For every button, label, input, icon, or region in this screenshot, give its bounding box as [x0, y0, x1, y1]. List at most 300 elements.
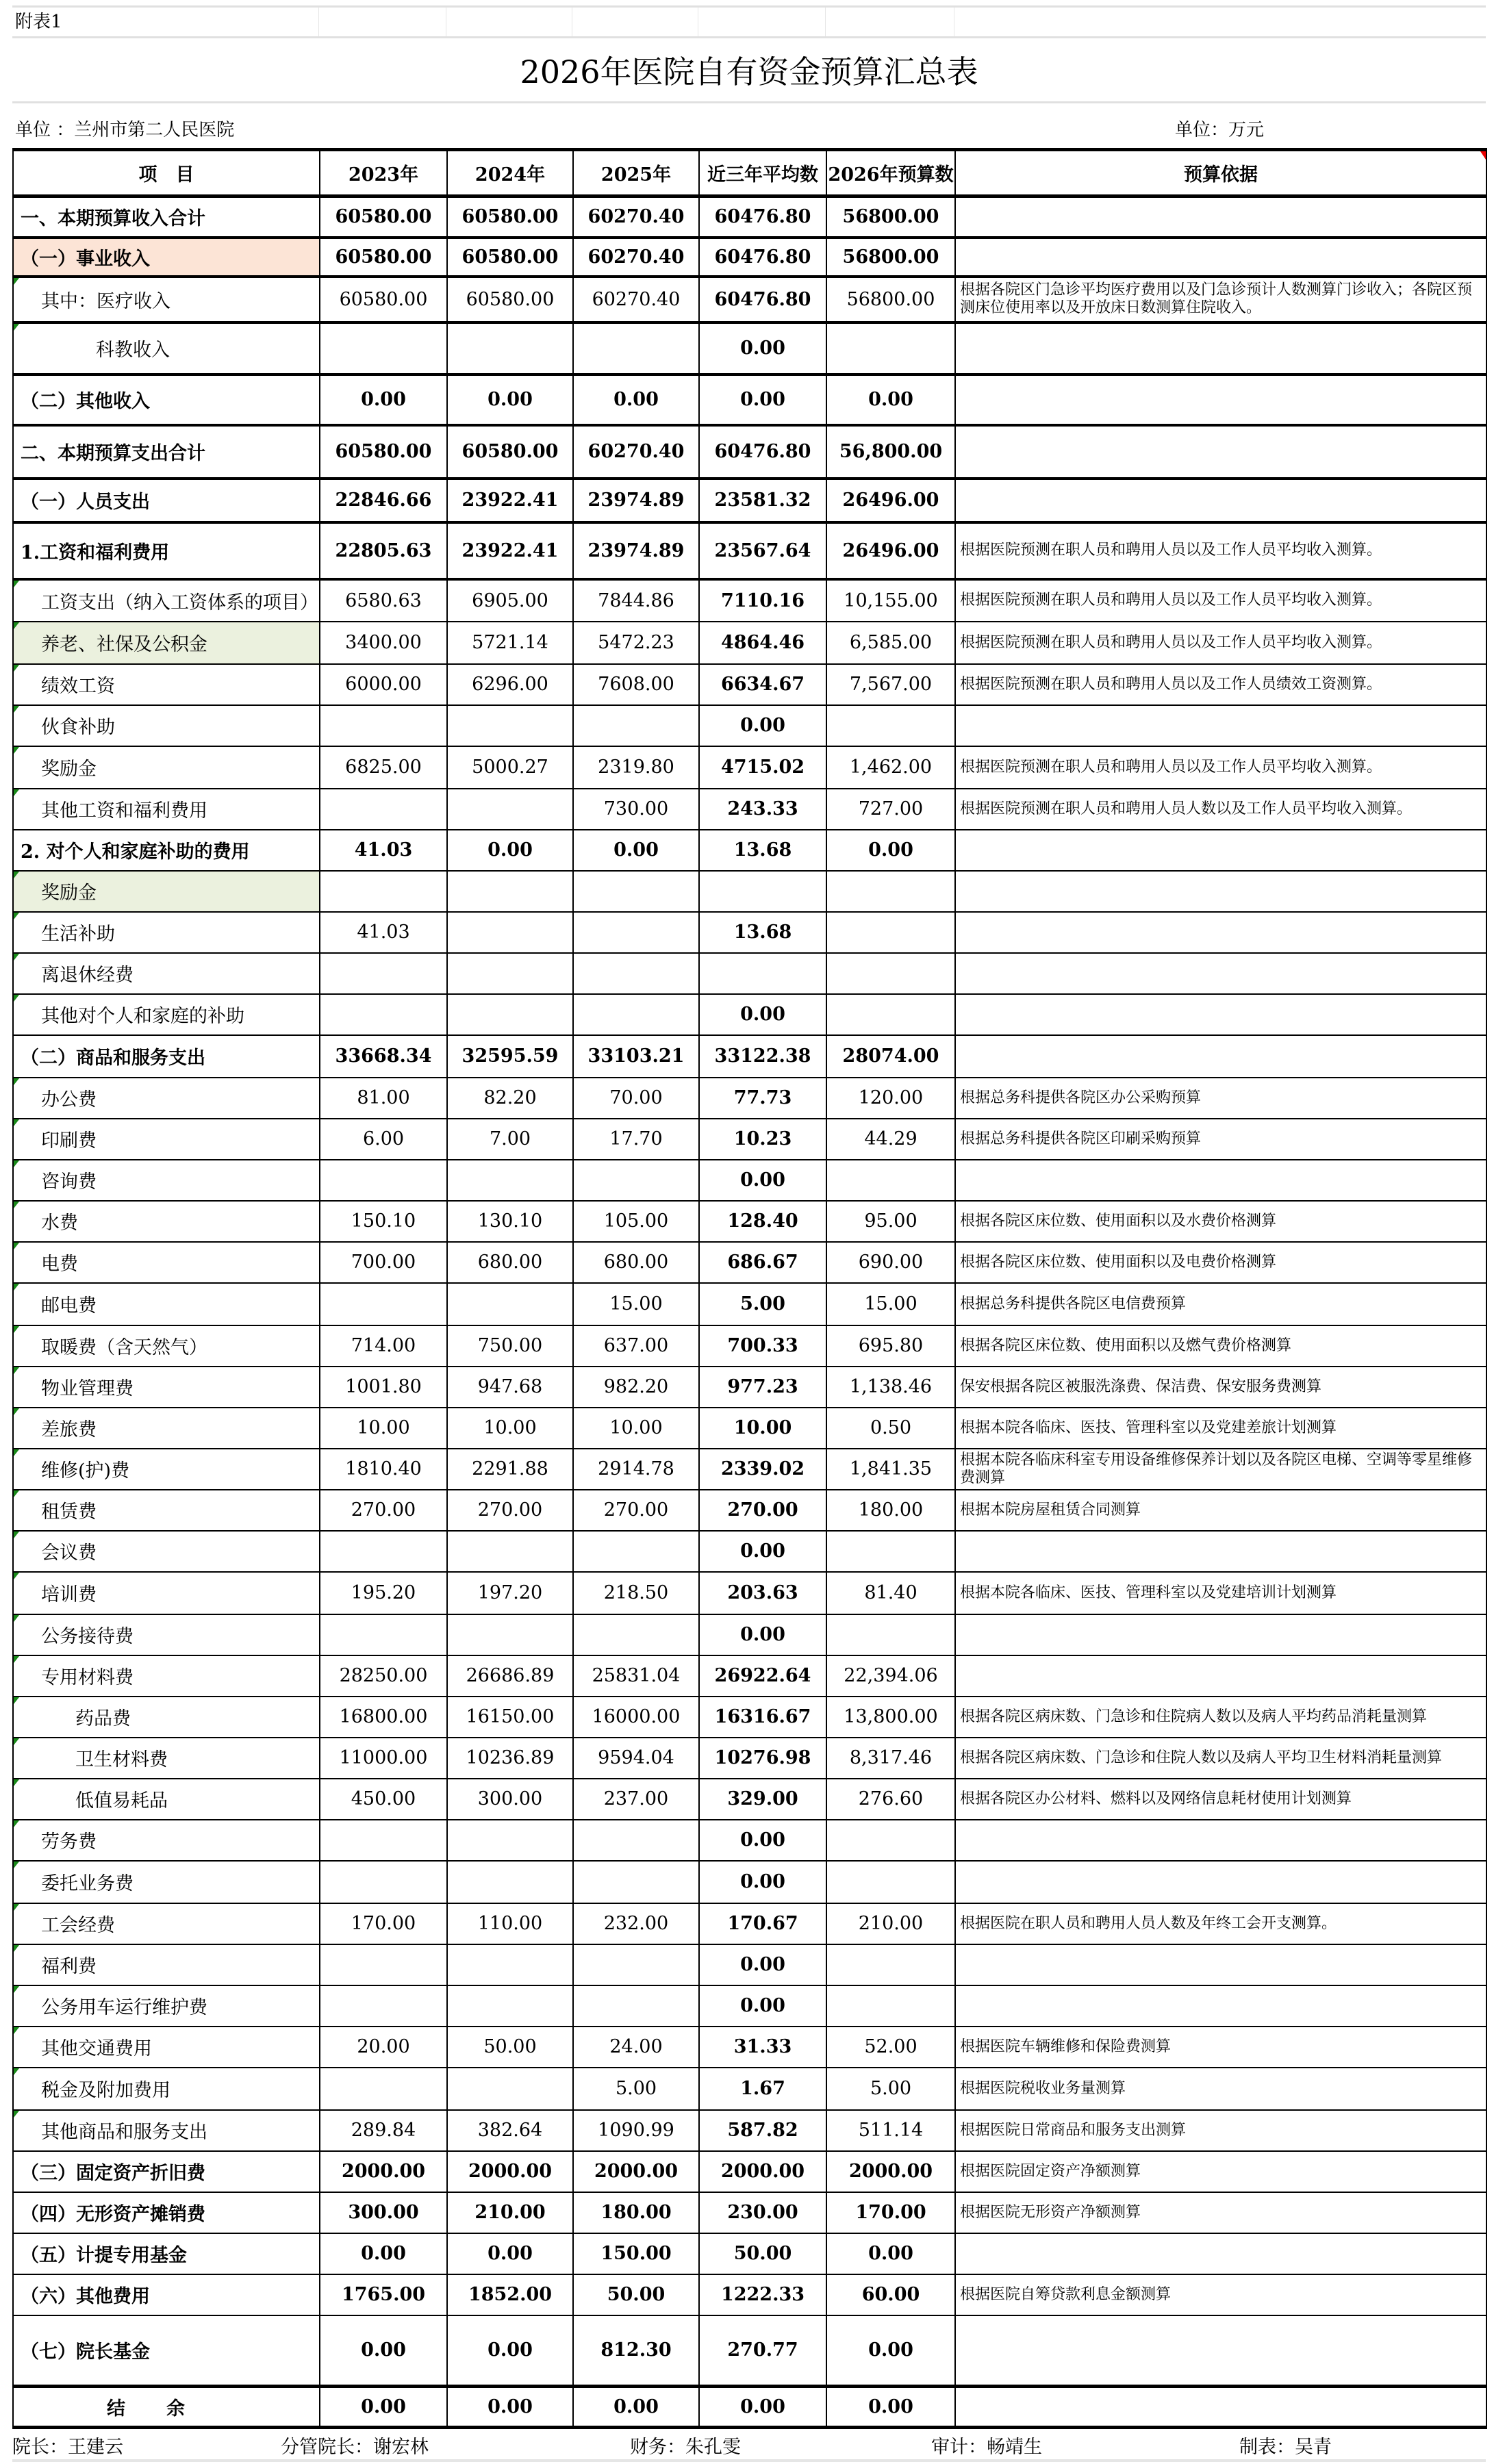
row-label[interactable]: 结余	[13, 2387, 320, 2428]
value-2025[interactable]: 5472.23	[573, 622, 699, 664]
value-2023[interactable]	[320, 953, 447, 994]
value-2024[interactable]: 6296.00	[447, 664, 573, 705]
value-three-year-average[interactable]: 0.00	[699, 374, 826, 425]
value-three-year-average[interactable]: 0.00	[699, 2387, 826, 2428]
header-2024[interactable]: 2024年	[447, 150, 573, 196]
header-three-year-average[interactable]: 近三年平均数	[699, 150, 826, 196]
row-label[interactable]: 低值易耗品	[13, 1779, 320, 1820]
value-three-year-average[interactable]: 4864.46	[699, 622, 826, 664]
value-2024[interactable]	[447, 1614, 573, 1655]
row-label[interactable]: （五）计提专用基金	[13, 2233, 320, 2274]
value-three-year-average[interactable]: 203.63	[699, 1572, 826, 1614]
value-2025[interactable]	[573, 1820, 699, 1861]
value-three-year-average[interactable]: 243.33	[699, 789, 826, 830]
budget-basis[interactable]: 根据医院日常商品和服务支出测算	[955, 2110, 1486, 2151]
value-2023[interactable]: 2000.00	[320, 2151, 447, 2192]
budget-basis[interactable]: 根据医院预测在职人员和聘用人员以及工作人员绩效工资测算。	[955, 664, 1486, 705]
value-2024[interactable]: 0.00	[447, 2233, 573, 2274]
value-three-year-average[interactable]: 329.00	[699, 1779, 826, 1820]
value-2024[interactable]	[447, 1985, 573, 2027]
value-2026-budget[interactable]: 26496.00	[826, 479, 955, 522]
row-label[interactable]: 租赁费	[13, 1490, 320, 1531]
value-2023[interactable]: 20.00	[320, 2027, 447, 2068]
value-2024[interactable]: 0.00	[447, 374, 573, 425]
value-2026-budget[interactable]: 1,841.35	[826, 1449, 955, 1490]
value-2025[interactable]	[573, 1944, 699, 1985]
value-2025[interactable]: 23974.89	[573, 522, 699, 579]
value-2023[interactable]	[320, 994, 447, 1035]
unit-currency[interactable]: 单位：万元	[1175, 120, 1265, 140]
value-three-year-average[interactable]: 0.00	[699, 1944, 826, 1985]
row-label[interactable]: 劳务费	[13, 1820, 320, 1861]
value-2025[interactable]	[573, 953, 699, 994]
value-2024[interactable]: 10.00	[447, 1408, 573, 1449]
row-label[interactable]: 公务接待费	[13, 1614, 320, 1655]
value-2023[interactable]	[320, 322, 447, 374]
value-2023[interactable]: 22805.63	[320, 522, 447, 579]
budget-basis[interactable]	[955, 425, 1486, 479]
budget-basis[interactable]	[955, 1614, 1486, 1655]
value-2026-budget[interactable]	[826, 322, 955, 374]
value-2024[interactable]: 210.00	[447, 2192, 573, 2233]
value-2026-budget[interactable]	[826, 871, 955, 912]
budget-basis[interactable]: 保安根据各院区被服洗涤费、保洁费、保安服务费测算	[955, 1367, 1486, 1408]
value-2026-budget[interactable]	[826, 1861, 955, 1903]
value-2024[interactable]: 0.00	[447, 2315, 573, 2387]
budget-basis[interactable]	[955, 238, 1486, 277]
value-2025[interactable]: 25831.04	[573, 1655, 699, 1697]
value-2024[interactable]: 32595.59	[447, 1035, 573, 1078]
value-three-year-average[interactable]: 10.00	[699, 1408, 826, 1449]
budget-basis[interactable]	[955, 1985, 1486, 2027]
value-three-year-average[interactable]: 60476.80	[699, 196, 826, 238]
value-three-year-average[interactable]: 230.00	[699, 2192, 826, 2233]
value-2025[interactable]: 637.00	[573, 1325, 699, 1367]
value-three-year-average[interactable]: 10276.98	[699, 1738, 826, 1779]
value-three-year-average[interactable]: 2000.00	[699, 2151, 826, 2192]
row-label[interactable]: 养老、社保及公积金	[13, 622, 320, 664]
budget-basis[interactable]: 根据总务科提供各院区电信费预算	[955, 1283, 1486, 1325]
value-2024[interactable]	[447, 1160, 573, 1201]
row-label[interactable]: 绩效工资	[13, 664, 320, 705]
row-label[interactable]: 物业管理费	[13, 1367, 320, 1408]
vice-president-signature[interactable]: 分管院长：谢宏林	[281, 2437, 429, 2458]
value-2025[interactable]: 16000.00	[573, 1697, 699, 1738]
row-label[interactable]: 税金及附加费用	[13, 2068, 320, 2110]
value-2026-budget[interactable]	[826, 994, 955, 1035]
value-2023[interactable]: 60580.00	[320, 425, 447, 479]
audit-signature[interactable]: 审计：畅靖生	[931, 2437, 1042, 2458]
budget-basis[interactable]: 根据各院区办公材料、燃料以及网络信息耗材使用计划测算	[955, 1779, 1486, 1820]
value-2024[interactable]: 60580.00	[447, 238, 573, 277]
preparer-signature[interactable]: 制表：吴青	[1239, 2437, 1332, 2458]
value-three-year-average[interactable]: 270.00	[699, 1490, 826, 1531]
budget-basis[interactable]	[955, 2315, 1486, 2387]
header-2023[interactable]: 2023年	[320, 150, 447, 196]
value-2026-budget[interactable]: 695.80	[826, 1325, 955, 1367]
value-2026-budget[interactable]: 60.00	[826, 2274, 955, 2315]
value-2023[interactable]: 0.00	[320, 374, 447, 425]
value-three-year-average[interactable]: 5.00	[699, 1283, 826, 1325]
row-label[interactable]: （一）人员支出	[13, 479, 320, 522]
value-three-year-average[interactable]: 4715.02	[699, 746, 826, 789]
value-2025[interactable]: 982.20	[573, 1367, 699, 1408]
value-2026-budget[interactable]: 0.00	[826, 2315, 955, 2387]
value-2023[interactable]: 16800.00	[320, 1697, 447, 1738]
value-2025[interactable]: 15.00	[573, 1283, 699, 1325]
budget-basis[interactable]	[955, 830, 1486, 871]
budget-basis[interactable]: 根据本院各临床、医技、管理科室以及党建差旅计划测算	[955, 1408, 1486, 1449]
value-2024[interactable]: 6905.00	[447, 579, 573, 622]
budget-basis[interactable]	[955, 1035, 1486, 1078]
budget-basis[interactable]: 根据医院预测在职人员和聘用人员以及工作人员平均收入测算。	[955, 622, 1486, 664]
value-2023[interactable]: 10.00	[320, 1408, 447, 1449]
value-2026-budget[interactable]: 690.00	[826, 1242, 955, 1283]
cell[interactable]	[319, 8, 446, 36]
value-2026-budget[interactable]: 727.00	[826, 789, 955, 830]
header-budget-basis[interactable]: 预算依据	[955, 150, 1486, 196]
value-2026-budget[interactable]: 26496.00	[826, 522, 955, 579]
value-2025[interactable]	[573, 1861, 699, 1903]
row-label[interactable]: 2. 对个人和家庭补助的费用	[13, 830, 320, 871]
budget-basis[interactable]	[955, 2387, 1486, 2428]
budget-basis[interactable]: 根据总务科提供各院区办公采购预算	[955, 1078, 1486, 1119]
value-2025[interactable]: 730.00	[573, 789, 699, 830]
value-three-year-average[interactable]: 0.00	[699, 705, 826, 746]
value-2026-budget[interactable]	[826, 1614, 955, 1655]
value-2024[interactable]: 26686.89	[447, 1655, 573, 1697]
value-2026-budget[interactable]: 1,462.00	[826, 746, 955, 789]
row-label[interactable]: 公务用车运行维护费	[13, 1985, 320, 2027]
value-2024[interactable]: 2000.00	[447, 2151, 573, 2192]
value-2026-budget[interactable]: 0.00	[826, 374, 955, 425]
value-2023[interactable]: 0.00	[320, 2315, 447, 2387]
value-2023[interactable]: 6.00	[320, 1119, 447, 1160]
value-2025[interactable]: 60270.40	[573, 425, 699, 479]
value-2025[interactable]	[573, 1614, 699, 1655]
value-2025[interactable]: 60270.40	[573, 238, 699, 277]
value-2025[interactable]: 60270.40	[573, 277, 699, 322]
row-label[interactable]: 维修(护)费	[13, 1449, 320, 1490]
row-label[interactable]: 培训费	[13, 1572, 320, 1614]
budget-basis[interactable]: 根据本院各临床科室专用设备维修保养计划以及各院区电梯、空调等零星维修费测算	[955, 1449, 1486, 1490]
value-three-year-average[interactable]: 170.67	[699, 1903, 826, 1944]
budget-basis[interactable]	[955, 1531, 1486, 1572]
value-2024[interactable]: 5721.14	[447, 622, 573, 664]
value-2024[interactable]	[447, 705, 573, 746]
value-2023[interactable]: 1765.00	[320, 2274, 447, 2315]
value-2023[interactable]: 1001.80	[320, 1367, 447, 1408]
value-2025[interactable]: 1090.99	[573, 2110, 699, 2151]
value-2026-budget[interactable]: 56,800.00	[826, 425, 955, 479]
cell[interactable]	[954, 8, 1486, 36]
value-2025[interactable]	[573, 994, 699, 1035]
value-three-year-average[interactable]: 10.23	[699, 1119, 826, 1160]
cell[interactable]	[826, 8, 954, 36]
value-2023[interactable]	[320, 705, 447, 746]
value-2026-budget[interactable]: 7,567.00	[826, 664, 955, 705]
value-2026-budget[interactable]: 180.00	[826, 1490, 955, 1531]
value-three-year-average[interactable]: 0.00	[699, 1985, 826, 2027]
value-2023[interactable]	[320, 1985, 447, 2027]
value-2024[interactable]: 60580.00	[447, 196, 573, 238]
row-label[interactable]: 水费	[13, 1201, 320, 1242]
value-2025[interactable]	[573, 912, 699, 953]
budget-basis[interactable]: 根据医院预测在职人员和聘用人员以及工作人员平均收入测算。	[955, 746, 1486, 789]
value-2023[interactable]: 60580.00	[320, 238, 447, 277]
value-2023[interactable]: 700.00	[320, 1242, 447, 1283]
value-2024[interactable]: 300.00	[447, 1779, 573, 1820]
value-2024[interactable]	[447, 1283, 573, 1325]
value-three-year-average[interactable]: 31.33	[699, 2027, 826, 2068]
value-2025[interactable]: 2000.00	[573, 2151, 699, 2192]
value-2026-budget[interactable]	[826, 705, 955, 746]
row-label[interactable]: 其他工资和福利费用	[13, 789, 320, 830]
value-2024[interactable]: 382.64	[447, 2110, 573, 2151]
value-three-year-average[interactable]: 0.00	[699, 1531, 826, 1572]
value-2025[interactable]	[573, 871, 699, 912]
value-three-year-average[interactable]: 50.00	[699, 2233, 826, 2274]
value-2026-budget[interactable]: 0.00	[826, 830, 955, 871]
value-2026-budget[interactable]: 28074.00	[826, 1035, 955, 1078]
budget-basis[interactable]: 根据医院预测在职人员和聘用人员以及工作人员平均收入测算。	[955, 579, 1486, 622]
row-label[interactable]: 生活补助	[13, 912, 320, 953]
value-three-year-average[interactable]: 0.00	[699, 994, 826, 1035]
value-2025[interactable]: 7608.00	[573, 664, 699, 705]
cell[interactable]	[572, 8, 698, 36]
value-three-year-average[interactable]: 33122.38	[699, 1035, 826, 1078]
row-label[interactable]: 科教收入	[13, 322, 320, 374]
value-three-year-average[interactable]: 60476.80	[699, 238, 826, 277]
value-2025[interactable]	[573, 1985, 699, 2027]
row-label[interactable]: （二）其他收入	[13, 374, 320, 425]
value-2024[interactable]: 680.00	[447, 1242, 573, 1283]
budget-basis[interactable]: 根据本院房屋租赁合同测算	[955, 1490, 1486, 1531]
row-label[interactable]: 卫生材料费	[13, 1738, 320, 1779]
budget-basis[interactable]	[955, 912, 1486, 953]
row-label[interactable]: （二）商品和服务支出	[13, 1035, 320, 1078]
row-label[interactable]: 奖励金	[13, 746, 320, 789]
value-2026-budget[interactable]: 56800.00	[826, 277, 955, 322]
value-2023[interactable]: 1810.40	[320, 1449, 447, 1490]
budget-basis[interactable]: 根据各院区病床数、门急诊和住院病人数以及病人平均药品消耗量测算	[955, 1697, 1486, 1738]
value-2026-budget[interactable]: 81.40	[826, 1572, 955, 1614]
value-2026-budget[interactable]: 52.00	[826, 2027, 955, 2068]
budget-basis[interactable]: 根据各院区床位数、使用面积以及水费价格测算	[955, 1201, 1486, 1242]
row-label[interactable]: 电费	[13, 1242, 320, 1283]
value-2023[interactable]: 33668.34	[320, 1035, 447, 1078]
row-label[interactable]: （七）院长基金	[13, 2315, 320, 2387]
value-three-year-average[interactable]: 0.00	[699, 322, 826, 374]
row-label[interactable]: 奖励金	[13, 871, 320, 912]
value-2023[interactable]: 3400.00	[320, 622, 447, 664]
value-2023[interactable]: 41.03	[320, 912, 447, 953]
value-2026-budget[interactable]: 0.00	[826, 2387, 955, 2428]
row-label[interactable]: 咨询费	[13, 1160, 320, 1201]
value-2023[interactable]: 11000.00	[320, 1738, 447, 1779]
value-2024[interactable]: 23922.41	[447, 522, 573, 579]
budget-basis[interactable]	[955, 953, 1486, 994]
value-2026-budget[interactable]: 0.50	[826, 1408, 955, 1449]
budget-basis[interactable]: 根据医院预测在职人员和聘用人员以及工作人员平均收入测算。	[955, 522, 1486, 579]
value-2024[interactable]: 1852.00	[447, 2274, 573, 2315]
value-2023[interactable]: 60580.00	[320, 196, 447, 238]
value-2024[interactable]: 750.00	[447, 1325, 573, 1367]
value-2025[interactable]: 2914.78	[573, 1449, 699, 1490]
row-label[interactable]: 专用材料费	[13, 1655, 320, 1697]
value-2024[interactable]	[447, 2068, 573, 2110]
row-label[interactable]: 其他交通费用	[13, 2027, 320, 2068]
value-three-year-average[interactable]	[699, 953, 826, 994]
value-2025[interactable]: 150.00	[573, 2233, 699, 2274]
value-2026-budget[interactable]: 511.14	[826, 2110, 955, 2151]
budget-basis[interactable]: 根据医院在职人员和聘用人员人数及年终工会开支测算。	[955, 1903, 1486, 1944]
value-2025[interactable]: 270.00	[573, 1490, 699, 1531]
value-2023[interactable]: 6580.63	[320, 579, 447, 622]
value-2026-budget[interactable]: 6,585.00	[826, 622, 955, 664]
row-label[interactable]: 其他对个人和家庭的补助	[13, 994, 320, 1035]
value-three-year-average[interactable]: 13.68	[699, 830, 826, 871]
value-2025[interactable]	[573, 1160, 699, 1201]
value-three-year-average[interactable]: 2339.02	[699, 1449, 826, 1490]
row-label[interactable]: （四）无形资产摊销费	[13, 2192, 320, 2233]
value-2025[interactable]: 2319.80	[573, 746, 699, 789]
value-2024[interactable]: 110.00	[447, 1903, 573, 1944]
budget-basis[interactable]	[955, 1820, 1486, 1861]
value-2026-budget[interactable]: 15.00	[826, 1283, 955, 1325]
value-2025[interactable]: 24.00	[573, 2027, 699, 2068]
value-2024[interactable]	[447, 1944, 573, 1985]
budget-basis[interactable]: 根据各院区门急诊平均医疗费用以及门急诊预计人数测算门诊收入；各院区预测床位使用率以及开放床日数测算住院收入。	[955, 277, 1486, 322]
value-2024[interactable]: 130.10	[447, 1201, 573, 1242]
value-2026-budget[interactable]: 13,800.00	[826, 1697, 955, 1738]
value-2025[interactable]: 218.50	[573, 1572, 699, 1614]
value-2023[interactable]	[320, 1160, 447, 1201]
value-2023[interactable]: 270.00	[320, 1490, 447, 1531]
page-title[interactable]: 2026年医院自有资金预算汇总表	[12, 38, 1486, 103]
budget-basis[interactable]: 根据医院自筹贷款利息金额测算	[955, 2274, 1486, 2315]
header-2026-budget[interactable]: 2026年预算数	[826, 150, 955, 196]
unit-organization[interactable]: 单位 ：兰州市第二人民医院	[15, 120, 235, 140]
value-2025[interactable]: 17.70	[573, 1119, 699, 1160]
value-2023[interactable]	[320, 1944, 447, 1985]
value-2025[interactable]: 70.00	[573, 1078, 699, 1119]
row-label[interactable]: 伙食补助	[13, 705, 320, 746]
value-2025[interactable]: 5.00	[573, 2068, 699, 2110]
value-three-year-average[interactable]: 587.82	[699, 2110, 826, 2151]
value-2023[interactable]: 150.10	[320, 1201, 447, 1242]
value-three-year-average[interactable]: 13.68	[699, 912, 826, 953]
value-2024[interactable]: 50.00	[447, 2027, 573, 2068]
budget-basis[interactable]: 根据总务科提供各院区印刷采购预算	[955, 1119, 1486, 1160]
value-2026-budget[interactable]: 170.00	[826, 2192, 955, 2233]
budget-basis[interactable]: 根据本院各临床、医技、管理科室以及党建培训计划测算	[955, 1572, 1486, 1614]
value-2025[interactable]: 680.00	[573, 1242, 699, 1283]
row-label[interactable]: 委托业务费	[13, 1861, 320, 1903]
value-2024[interactable]: 5000.27	[447, 746, 573, 789]
value-three-year-average[interactable]	[699, 871, 826, 912]
value-2024[interactable]	[447, 789, 573, 830]
value-2023[interactable]: 60580.00	[320, 277, 447, 322]
value-2023[interactable]: 41.03	[320, 830, 447, 871]
value-2024[interactable]	[447, 1531, 573, 1572]
row-label[interactable]: 工会经费	[13, 1903, 320, 1944]
value-three-year-average[interactable]: 0.00	[699, 1861, 826, 1903]
row-label[interactable]: 差旅费	[13, 1408, 320, 1449]
value-three-year-average[interactable]: 60476.80	[699, 277, 826, 322]
value-three-year-average[interactable]: 26922.64	[699, 1655, 826, 1697]
row-label[interactable]: （三）固定资产折旧费	[13, 2151, 320, 2192]
value-2025[interactable]: 60270.40	[573, 196, 699, 238]
value-2023[interactable]: 22846.66	[320, 479, 447, 522]
header-2025[interactable]: 2025年	[573, 150, 699, 196]
value-three-year-average[interactable]: 0.00	[699, 1614, 826, 1655]
value-2023[interactable]: 6825.00	[320, 746, 447, 789]
row-label[interactable]: 1.工资和福利费用	[13, 522, 320, 579]
value-2023[interactable]: 714.00	[320, 1325, 447, 1367]
row-label[interactable]: （一）事业收入	[13, 238, 320, 277]
value-2024[interactable]: 0.00	[447, 830, 573, 871]
budget-basis[interactable]	[955, 871, 1486, 912]
value-2024[interactable]	[447, 994, 573, 1035]
value-2025[interactable]: 50.00	[573, 2274, 699, 2315]
value-2023[interactable]: 450.00	[320, 1779, 447, 1820]
value-2026-budget[interactable]	[826, 1531, 955, 1572]
value-2025[interactable]: 180.00	[573, 2192, 699, 2233]
attachment-label[interactable]: 附表1	[12, 8, 319, 36]
value-three-year-average[interactable]: 16316.67	[699, 1697, 826, 1738]
value-2023[interactable]: 300.00	[320, 2192, 447, 2233]
value-2024[interactable]: 0.00	[447, 2387, 573, 2428]
row-label[interactable]: 会议费	[13, 1531, 320, 1572]
value-2026-budget[interactable]: 0.00	[826, 2233, 955, 2274]
budget-basis[interactable]: 根据医院无形资产净额测算	[955, 2192, 1486, 2233]
president-signature[interactable]: 院长：王建云	[12, 2437, 123, 2458]
value-2026-budget[interactable]: 2000.00	[826, 2151, 955, 2192]
value-three-year-average[interactable]: 23567.64	[699, 522, 826, 579]
value-2023[interactable]: 170.00	[320, 1903, 447, 1944]
value-three-year-average[interactable]: 270.77	[699, 2315, 826, 2387]
value-2024[interactable]: 60580.00	[447, 425, 573, 479]
budget-basis[interactable]	[955, 196, 1486, 238]
value-2026-budget[interactable]: 56800.00	[826, 196, 955, 238]
value-2025[interactable]: 105.00	[573, 1201, 699, 1242]
value-2026-budget[interactable]: 22,394.06	[826, 1655, 955, 1697]
value-three-year-average[interactable]: 0.00	[699, 1820, 826, 1861]
budget-basis[interactable]: 根据各院区床位数、使用面积以及电费价格测算	[955, 1242, 1486, 1283]
value-three-year-average[interactable]: 686.67	[699, 1242, 826, 1283]
budget-basis[interactable]	[955, 2233, 1486, 2274]
row-label[interactable]: 离退休经费	[13, 953, 320, 994]
value-2024[interactable]	[447, 953, 573, 994]
value-2024[interactable]: 197.20	[447, 1572, 573, 1614]
value-2023[interactable]: 6000.00	[320, 664, 447, 705]
value-2023[interactable]	[320, 871, 447, 912]
value-2024[interactable]: 7.00	[447, 1119, 573, 1160]
finance-signature[interactable]: 财务：朱孔雯	[630, 2437, 741, 2458]
value-2023[interactable]: 195.20	[320, 1572, 447, 1614]
row-label[interactable]: 办公费	[13, 1078, 320, 1119]
value-2023[interactable]	[320, 789, 447, 830]
budget-basis[interactable]	[955, 479, 1486, 522]
budget-basis[interactable]	[955, 1160, 1486, 1201]
value-2023[interactable]: 28250.00	[320, 1655, 447, 1697]
value-2026-budget[interactable]: 1,138.46	[826, 1367, 955, 1408]
budget-basis[interactable]: 根据各院区病床数、门急诊和住院人数以及病人平均卫生材料消耗量测算	[955, 1738, 1486, 1779]
value-2026-budget[interactable]: 276.60	[826, 1779, 955, 1820]
value-2024[interactable]: 16150.00	[447, 1697, 573, 1738]
value-2025[interactable]: 33103.21	[573, 1035, 699, 1078]
